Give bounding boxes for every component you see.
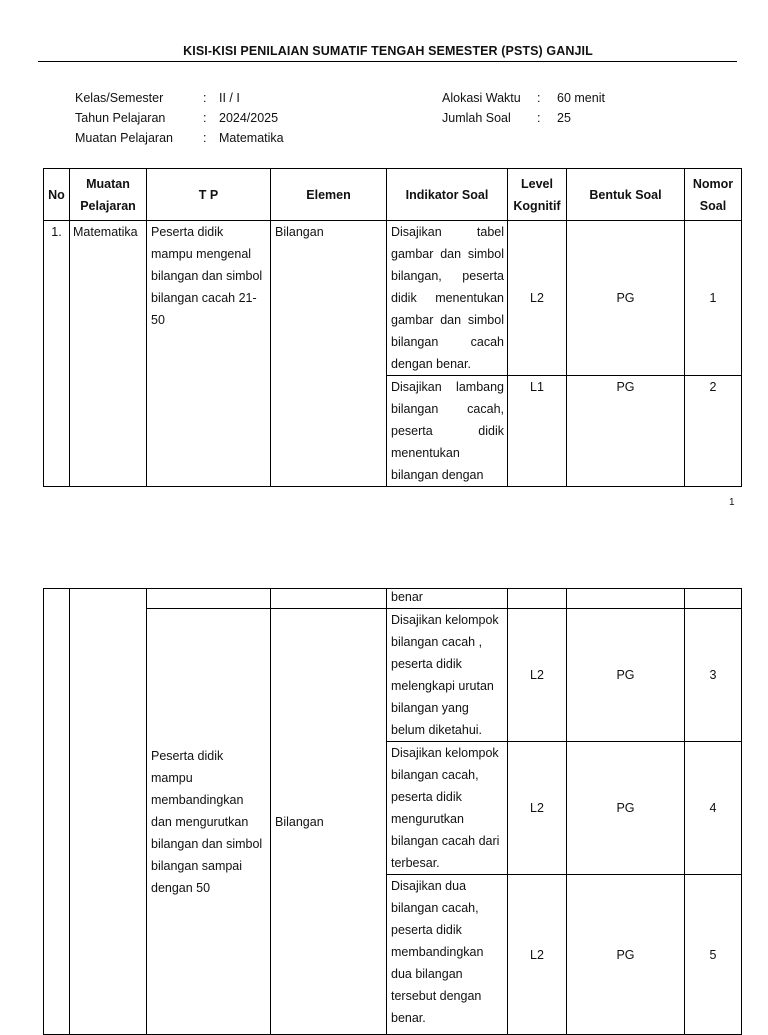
header-muatan-line1: Muatan bbox=[86, 176, 130, 191]
cell-muatan: Matematika bbox=[70, 221, 147, 487]
meta-key: Jumlah Soal bbox=[442, 111, 511, 125]
meta-value: Matematika bbox=[219, 131, 284, 145]
meta-left bbox=[75, 88, 284, 148]
header-indikator: Indikator Soal bbox=[387, 169, 508, 221]
meta-row-tahun bbox=[75, 108, 284, 128]
cell-level: L2 bbox=[508, 875, 567, 1035]
cell-nomor bbox=[685, 589, 742, 609]
meta-colon: : bbox=[537, 111, 541, 125]
cell-elemen bbox=[271, 589, 387, 609]
cell-level: L2 bbox=[508, 742, 567, 875]
page-number: 1 bbox=[729, 497, 735, 508]
cell-muatan bbox=[70, 589, 147, 1035]
cell-tp: Peserta didik mampu mengenal bilangan dan simbol bilangan cacah 21-50 bbox=[147, 221, 271, 487]
table-row bbox=[44, 221, 742, 376]
header-level-line2: Kognitif bbox=[513, 198, 561, 213]
meta-colon: : bbox=[203, 131, 207, 145]
cell-elemen: Bilangan bbox=[271, 609, 387, 1035]
cell-bentuk: PG bbox=[567, 376, 685, 487]
meta-key: Muatan Pelajaran bbox=[75, 131, 173, 145]
meta-colon: : bbox=[203, 111, 207, 125]
header-bentuk: Bentuk Soal bbox=[567, 169, 685, 221]
meta-key: Alokasi Waktu bbox=[442, 91, 521, 105]
cell-level: L2 bbox=[508, 609, 567, 742]
cell-level bbox=[508, 589, 567, 609]
table-row bbox=[44, 589, 742, 609]
cell-indikator: Disajikan tabel gambar dan simbol bilangan, peserta didik menentukan gambar dan simbol bilangan cacah dengan benar. bbox=[387, 221, 508, 376]
header-nomor-line1: Nomor bbox=[692, 176, 734, 191]
cell-indikator: Disajikan kelompok bilangan cacah, peserta didik mengurutkan bilangan cacah dari terbesar. bbox=[387, 742, 508, 875]
cell-level: L1 bbox=[508, 376, 567, 487]
cell-tp: Peserta didik mampu membandingkan dan mengurutkan bilangan dan simbol bilangan sampai dengan 50 bbox=[147, 609, 271, 1035]
header-tp: T P bbox=[147, 169, 271, 221]
cell-no: 1. bbox=[44, 221, 70, 487]
header-muatan bbox=[70, 169, 147, 221]
meta-value: 60 menit bbox=[557, 91, 605, 105]
cell-no bbox=[44, 589, 70, 1035]
header-level bbox=[508, 169, 567, 221]
cell-bentuk: PG bbox=[567, 875, 685, 1035]
meta-colon: : bbox=[203, 91, 207, 105]
cell-indikator: benar bbox=[387, 589, 508, 609]
meta-row-muatan bbox=[75, 128, 284, 148]
cell-bentuk: PG bbox=[567, 221, 685, 376]
header-nomor-line2: Soal bbox=[699, 198, 727, 213]
meta-value: II / I bbox=[219, 91, 240, 105]
meta-row-jumlah bbox=[442, 108, 605, 128]
title-underline bbox=[38, 61, 737, 62]
meta-key: Tahun Pelajaran bbox=[75, 111, 166, 125]
cell-indikator: Disajikan dua bilangan cacah, peserta didik membandingkan dua bilangan tersebut dengan benar. bbox=[387, 875, 508, 1035]
cell-nomor: 4 bbox=[685, 742, 742, 875]
table-header-row bbox=[44, 169, 742, 221]
cell-nomor: 5 bbox=[685, 875, 742, 1035]
meta-value: 2024/2025 bbox=[219, 111, 279, 125]
cell-elemen: Bilangan bbox=[271, 221, 387, 487]
meta-row-kelas bbox=[75, 88, 284, 108]
cell-level: L2 bbox=[508, 221, 567, 376]
document-title: KISI-KISI PENILAIAN SUMATIF TENGAH SEMESTER (PSTS) GANJIL bbox=[183, 44, 593, 58]
header-nomor bbox=[685, 169, 742, 221]
meta-row-alokasi bbox=[442, 88, 605, 108]
header-muatan-line2: Pelajaran bbox=[80, 198, 136, 213]
header-no: No bbox=[44, 169, 70, 221]
cell-indikator: Disajikan kelompok bilangan cacah , peserta didik melengkapi urutan bilangan yang belum diketahui. bbox=[387, 609, 508, 742]
cell-indikator: Disajikan lambang bilangan cacah, peserta didik menentukan bilangan dengan bbox=[387, 376, 508, 487]
cell-nomor: 3 bbox=[685, 609, 742, 742]
cell-bentuk: PG bbox=[567, 742, 685, 875]
meta-right bbox=[442, 88, 605, 128]
meta-key: Kelas/Semester bbox=[75, 91, 164, 105]
cell-bentuk: PG bbox=[567, 609, 685, 742]
kisi-kisi-table-page1 bbox=[43, 168, 742, 487]
table-row bbox=[44, 609, 742, 742]
cell-nomor: 2 bbox=[685, 376, 742, 487]
cell-tp bbox=[147, 589, 271, 609]
meta-value: 25 bbox=[557, 111, 571, 125]
meta-colon: : bbox=[537, 91, 541, 105]
kisi-kisi-table-page2 bbox=[43, 588, 742, 1035]
header-elemen: Elemen bbox=[271, 169, 387, 221]
cell-bentuk bbox=[567, 589, 685, 609]
cell-nomor: 1 bbox=[685, 221, 742, 376]
header-level-line1: Level bbox=[521, 176, 553, 191]
